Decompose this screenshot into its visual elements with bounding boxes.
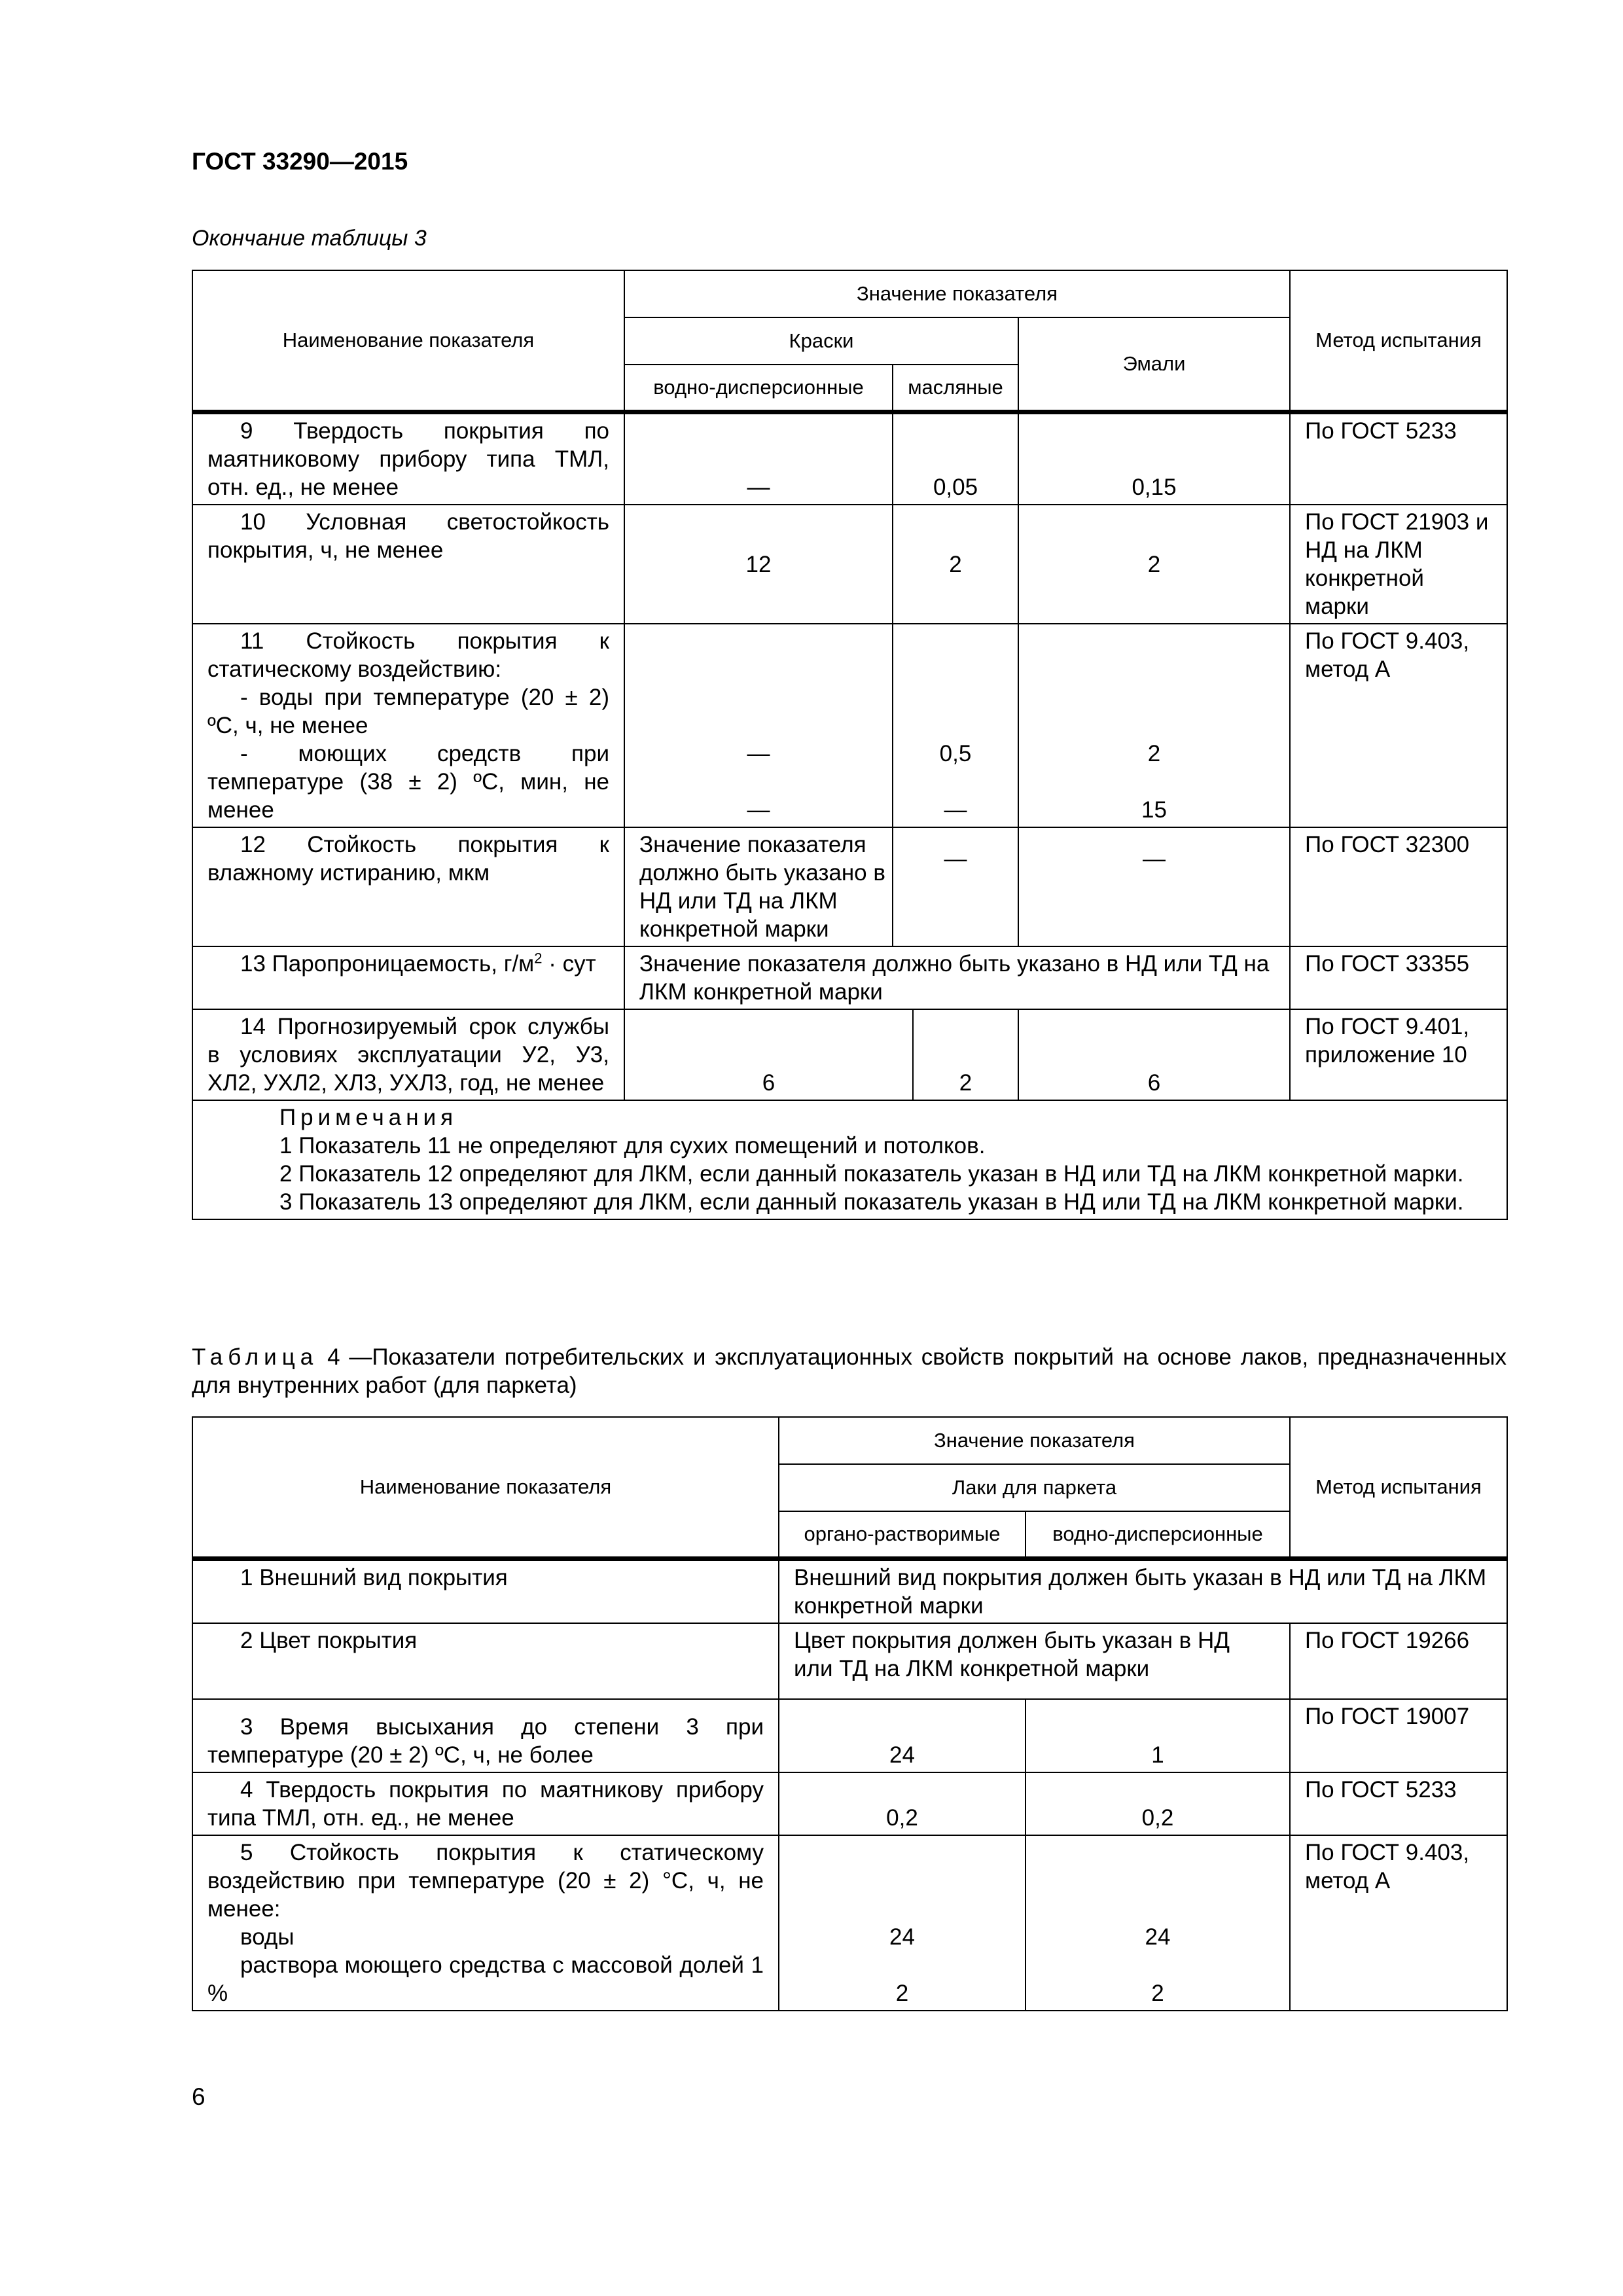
notes-heading: Примечания	[279, 1105, 458, 1130]
value-merged: Значение показателя должно быть указано в НД или ТД на ЛКМ конкретной марки	[624, 946, 1290, 1009]
header-water-dispersion: водно-дисперсионные	[1026, 1511, 1290, 1559]
document-title: ГОСТ 33290—2015	[192, 148, 408, 175]
row-method: По ГОСТ 19266	[1290, 1623, 1507, 1699]
row-method: По ГОСТ 33355	[1290, 946, 1507, 1009]
header-value-group: Значение показателя	[624, 270, 1290, 317]
row-method: По ГОСТ 9.403, метод А	[1290, 624, 1507, 827]
row-name: 1 Внешний вид покрытия	[192, 1559, 779, 1624]
row-name-sub-water: воды	[240, 1924, 294, 1950]
value-sub2: —	[747, 797, 770, 823]
row-method: По ГОСТ 5233	[1290, 412, 1507, 505]
header-value-group: Значение показателя	[779, 1417, 1290, 1464]
notes-row	[192, 1100, 1507, 1219]
header-organic: органо-растворимые	[779, 1511, 1026, 1559]
value-oil: 0,05	[893, 412, 1018, 505]
table-row	[192, 1623, 1507, 1699]
value-sub2: —	[944, 797, 967, 823]
table4-caption-text: 4 —Показатели потребительских и эксплуатационных свойств покрытий на основе лаков, предназначенных для внутренних работ (для паркета)	[192, 1344, 1507, 1398]
header-paints: Краски	[624, 317, 1018, 365]
row-method: По ГОСТ 9.403, метод А	[1290, 1835, 1507, 2011]
row-name-title: 11 Стойкость покрытия к статическому воздействию:	[207, 628, 609, 682]
value-sub1: 0,5	[939, 741, 972, 766]
value-merged: Цвет покрытия должен быть указан в НД или ТД на ЛКМ конкретной марки	[779, 1623, 1290, 1699]
value-enamel	[1018, 624, 1290, 827]
value-oil	[893, 624, 1018, 827]
header-name: Наименование показателя	[192, 1417, 779, 1559]
page-number: 6	[192, 2083, 205, 2110]
table-row	[192, 1009, 1507, 1100]
table-row	[192, 1772, 1507, 1835]
table4-caption	[192, 1343, 1507, 1399]
value-organic: 24	[779, 1699, 1026, 1772]
row-name-tail: · сут	[542, 951, 596, 977]
value-organic	[779, 1835, 1026, 2011]
value-water: 0,2	[1026, 1772, 1290, 1835]
row-name-sup: 2	[534, 950, 543, 967]
header-method: Метод испытания	[1290, 1417, 1507, 1559]
row-name: 14 Прогнозируемый срок службы в условиях эксплуатации У2, У3, ХЛ2, УХЛ2, ХЛ3, УХЛ3, год, не менее	[192, 1009, 624, 1100]
row-name: 9 Твердость покрытия по маятниковому прибору типа ТМЛ, отн. ед., не менее	[192, 412, 624, 505]
value-sub1: 24	[889, 1924, 915, 1950]
row-name: 12 Стойкость покрытия к влажному истиранию, мкм	[192, 827, 624, 946]
row-name-sub-detergent: - моющих средств при температуре (38 ± 2) ºС, мин, не менее	[207, 741, 609, 823]
notes-cell	[192, 1100, 1507, 1219]
header-name: Наименование показателя	[192, 270, 624, 412]
value-water: 12	[624, 505, 893, 624]
value-water: —	[624, 412, 893, 505]
row-name-sub-detergent: раствора моющего средства с массовой долей 1 %	[207, 1952, 764, 2006]
table-row	[192, 1835, 1507, 2011]
value-oil: 2	[913, 1009, 1018, 1100]
row-name: 2 Цвет покрытия	[192, 1623, 779, 1699]
note-item: 1 Показатель 11 не определяют для сухих помещений и потолков.	[279, 1133, 986, 1158]
value-water: 1	[1026, 1699, 1290, 1772]
row-name-title: 5 Стойкость покрытия к статическому воздействию при температуре (20 ± 2) °С, ч, не менее:	[207, 1840, 764, 1922]
value-enamel: 2	[1018, 505, 1290, 624]
header-enamels: Эмали	[1018, 317, 1290, 412]
row-name-sub-water: - воды при температуре (20 ± 2) ºС, ч, не менее	[207, 685, 609, 738]
row-name: 3 Время высыхания до степени 3 при температуре (20 ± 2) ºС, ч, не более	[192, 1699, 779, 1772]
header-oil: масляные	[893, 365, 1018, 412]
row-method: По ГОСТ 5233	[1290, 1772, 1507, 1835]
table-row	[192, 412, 1507, 505]
value-oil: —	[893, 827, 1018, 946]
row-name-main: 13 Паропроницаемость, г/м	[240, 951, 535, 977]
value-oil: 2	[893, 505, 1018, 624]
value-sub1: 24	[1145, 1924, 1171, 1950]
value-enamel: —	[1018, 827, 1290, 946]
table-4	[192, 1416, 1508, 2011]
value-sub2: 2	[1151, 1981, 1164, 2006]
table-row	[192, 827, 1507, 946]
table-row	[192, 1559, 1507, 1624]
row-method: По ГОСТ 19007	[1290, 1699, 1507, 1772]
value-enamel: 0,15	[1018, 412, 1290, 505]
note-item: 2 Показатель 12 определяют для ЛКМ, если данный показатель указан в НД или ТД на ЛКМ конкретной марки.	[279, 1161, 1464, 1187]
header-water-dispersion: водно-дисперсионные	[624, 365, 893, 412]
table4-caption-word: Таблица	[192, 1344, 319, 1370]
value-water	[1026, 1835, 1290, 2011]
row-name: 10 Условная светостойкость покрытия, ч, не менее	[192, 505, 624, 624]
value-enamel: 6	[1018, 1009, 1290, 1100]
table3-continuation-caption: Окончание таблицы 3	[192, 226, 427, 251]
header-method: Метод испытания	[1290, 270, 1507, 412]
row-name	[192, 1835, 779, 2011]
value-water: 6	[624, 1009, 913, 1100]
value-sub1: 2	[1147, 741, 1161, 766]
header-lacquers: Лаки для паркета	[779, 1464, 1290, 1511]
note-item: 3 Показатель 13 определяют для ЛКМ, если данный показатель указан в НД или ТД на ЛКМ конкретной марки.	[279, 1189, 1464, 1215]
row-name	[192, 946, 624, 1009]
row-name: 4 Твердость покрытия по маятникову прибору типа ТМЛ, отн. ед., не менее	[192, 1772, 779, 1835]
row-name	[192, 624, 624, 827]
value-sub2: 15	[1141, 797, 1167, 823]
table-row	[192, 505, 1507, 624]
table-3	[192, 270, 1508, 1220]
value-organic: 0,2	[779, 1772, 1026, 1835]
table-row	[192, 1699, 1507, 1772]
value-merged: Внешний вид покрытия должен быть указан в НД или ТД на ЛКМ конкретной марки	[779, 1559, 1507, 1624]
table-row	[192, 946, 1507, 1009]
row-method: По ГОСТ 21903 и НД на ЛКМ конкретной марки	[1290, 505, 1507, 624]
value-water: Значение показателя должно быть указано в НД или ТД на ЛКМ конкретной марки	[624, 827, 893, 946]
row-method: По ГОСТ 32300	[1290, 827, 1507, 946]
row-method: По ГОСТ 9.401, приложение 10	[1290, 1009, 1507, 1100]
value-water	[624, 624, 893, 827]
value-sub2: 2	[895, 1981, 909, 2006]
table-row	[192, 624, 1507, 827]
value-sub1: —	[747, 741, 770, 766]
